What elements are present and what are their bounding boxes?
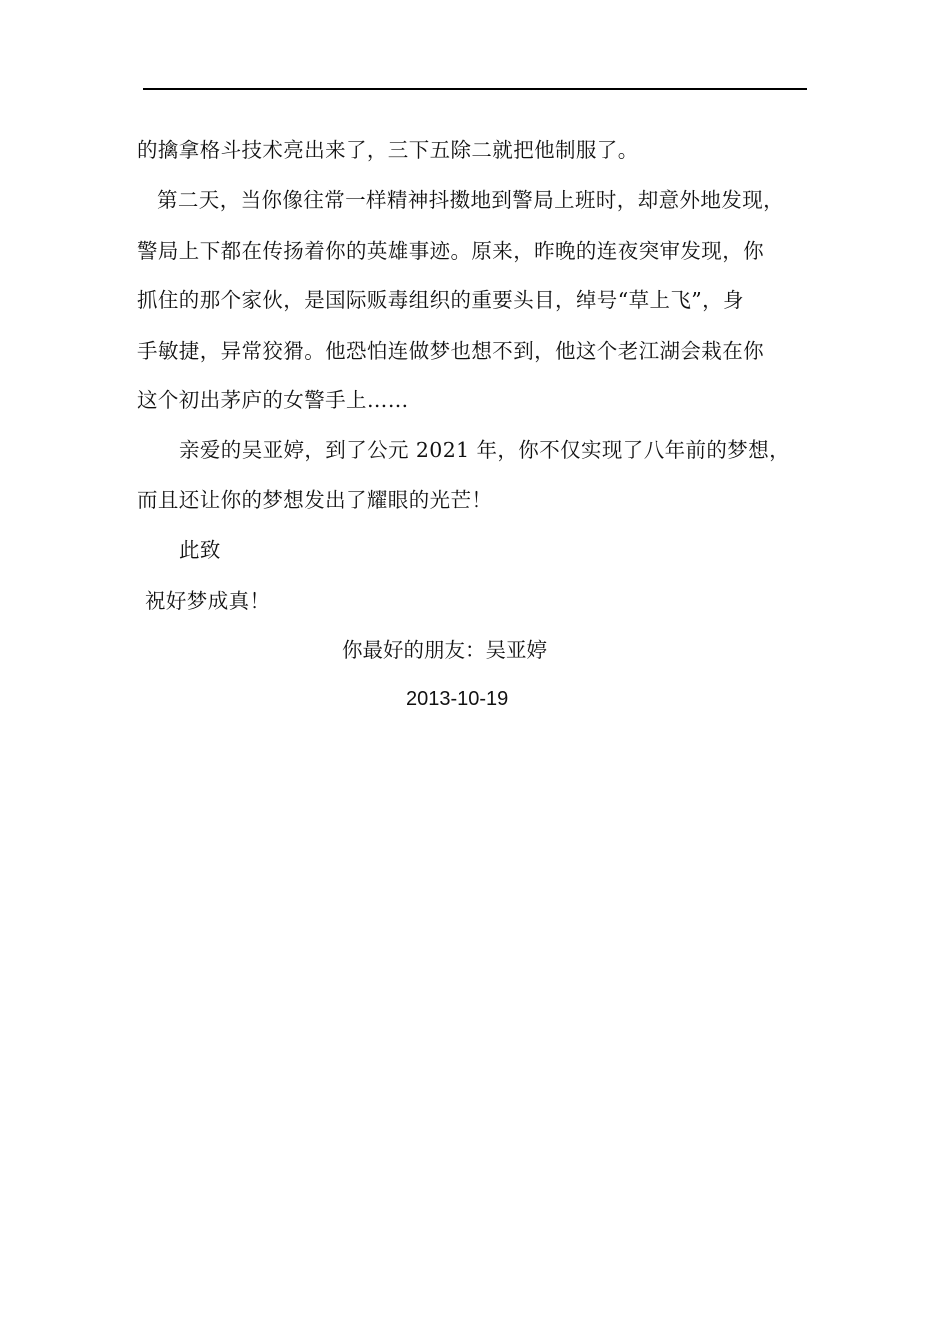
header-rule [143,88,807,90]
body-line: 亲爱的吴亚婷，到了公元 2021 年，你不仅实现了八年前的梦想， [179,438,791,462]
body-line: 而且还让你的梦想发出了耀眼的光芒！ [137,488,493,512]
closing-salutation: 此致 [179,538,221,562]
signature-sender: 你最好的朋友：吴亚婷 [342,638,547,662]
body-line: 第二天，当你像往常一样精神抖擞地到警局上班时，却意外地发现， [157,188,784,212]
body-line: 手敏捷，异常狡猾。他恐怕连做梦也想不到，他这个老江湖会栽在你 [137,339,764,363]
body-line: 警局上下都在传扬着你的英雄事迹。原来，昨晚的连夜突审发现，你 [137,239,764,263]
closing-wish: 祝好梦成真！ [145,589,271,613]
body-line: 的擒拿格斗技术亮出来了，三下五除二就把他制服了。 [137,138,639,162]
body-line: 抓住的那个家伙，是国际贩毒组织的重要头目，绰号“草上飞”，身 [137,288,744,312]
body-line: 这个初出茅庐的女警手上…… [137,388,409,412]
signature-date: 2013-10-19 [406,688,509,710]
